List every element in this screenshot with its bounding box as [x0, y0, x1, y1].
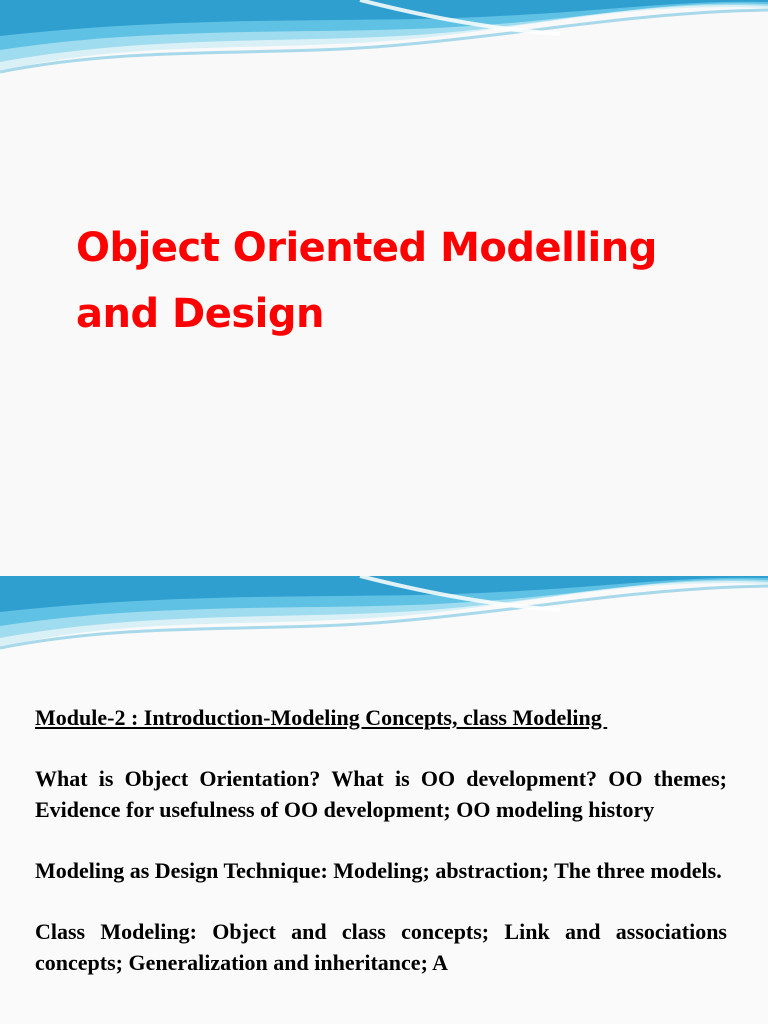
paragraph-oo-intro: What is Object Orientation? What is OO development? OO themes; Evidence for usefulness of OO development; OO modeling history	[35, 766, 727, 822]
slide-title	[76, 215, 716, 347]
content-slide	[0, 576, 768, 1024]
slide-title-line-2: and Design	[76, 291, 324, 337]
paragraph-modeling-design: Modeling as Design Technique: Modeling; abstraction; The three models.	[35, 858, 722, 883]
paragraph-class-modeling: Class Modeling: Object and class concepts; Link and associations concepts; Generalization and inheritance; A	[35, 919, 727, 975]
slide-title-line-1: Object Oriented Modelling	[76, 225, 657, 271]
wave-banner-decoration	[0, 576, 768, 666]
module-heading: Module-2 : Introduction-Modeling Concepts, class Modeling	[35, 705, 608, 730]
slide-body	[35, 702, 727, 1008]
wave-banner-decoration	[0, 0, 768, 90]
